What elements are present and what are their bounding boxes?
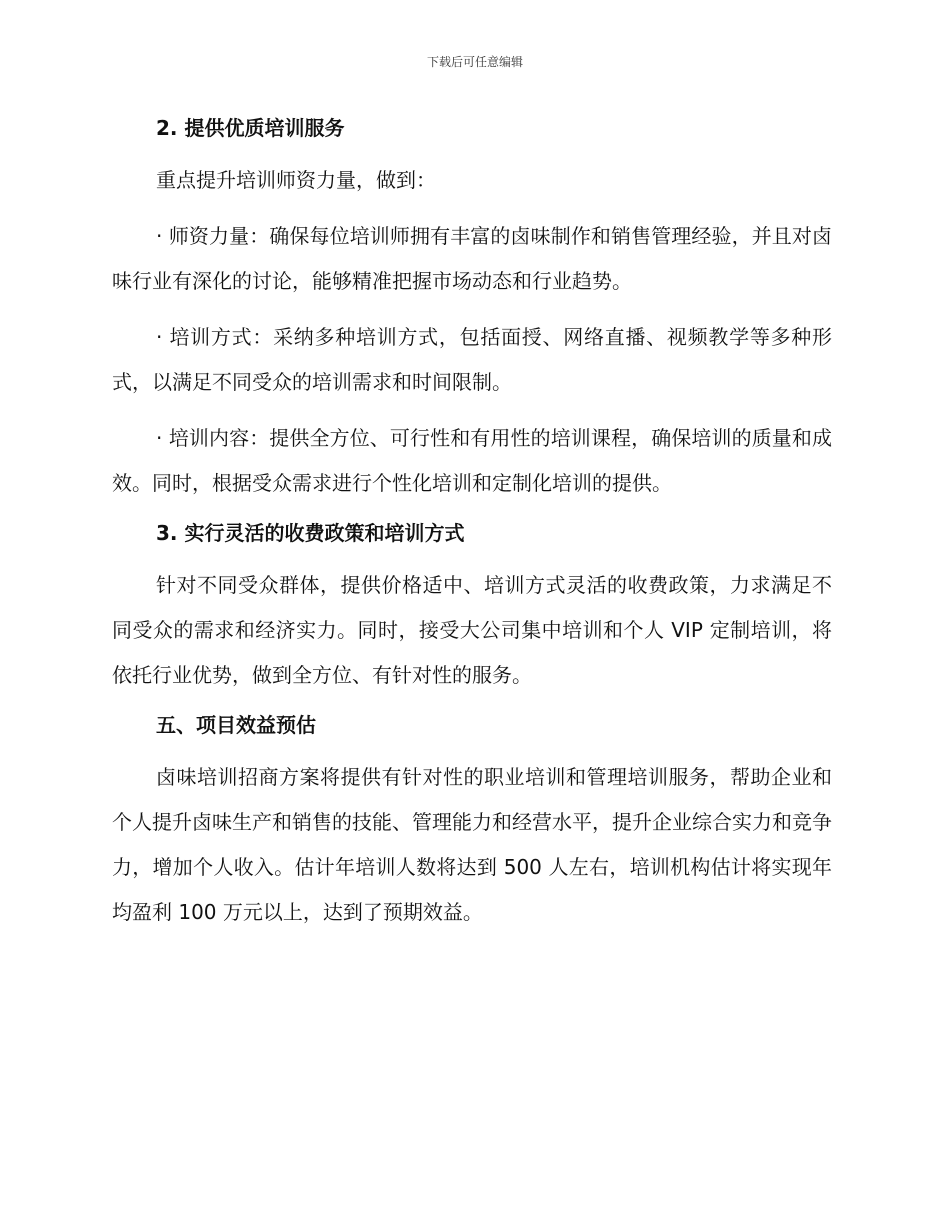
section-heading-training-service: 2. 提供优质培训服务 xyxy=(156,116,345,140)
paragraph-training-method: · 培训方式：采纳多种培训方式，包括面授、网络直播、视频教学等多种形式，以满足不同受众的培训需求和时间限制。 xyxy=(112,325,832,394)
header-note: 下载后可任意编辑 xyxy=(426,55,523,69)
paragraph-faculty: · 师资力量：确保每位培训师拥有丰富的卤味制作和销售管理经验，并且对卤味行业有深化的讨论，能够精准把握市场动态和行业趋势。 xyxy=(112,224,832,293)
paragraph-intro: 重点提升培训师资力量，做到： xyxy=(156,168,436,192)
section-heading-fee-policy: 3. 实行灵活的收费政策和培训方式 xyxy=(156,521,465,545)
paragraph-fee-policy: 针对不同受众群体，提供价格适中、培训方式灵活的收费政策，力求满足不同受众的需求和经济实力。同时，接受大公司集中培训和个人 VIP 定制培训，将依托行业优势，做到全方位、有针对性的服务。 xyxy=(112,573,832,687)
section-heading-benefit-estimate: 五、项目效益预估 xyxy=(156,713,316,737)
paragraph-training-content: · 培训内容：提供全方位、可行性和有用性的培训课程，确保培训的质量和成效。同时，根据受众需求进行个性化培训和定制化培训的提供。 xyxy=(112,426,832,495)
document-body xyxy=(112,112,832,935)
paragraph-benefit-estimate: 卤味培训招商方案将提供有针对性的职业培训和管理培训服务，帮助企业和个人提升卤味生产和销售的技能、管理能力和经营水平，提升企业综合实力和竞争力，增加个人收入。估计年培训人数将达到 500 人左右，培训机构估计将实现年均盈利 100 万元以上，达到了预期效益。 xyxy=(112,765,832,924)
